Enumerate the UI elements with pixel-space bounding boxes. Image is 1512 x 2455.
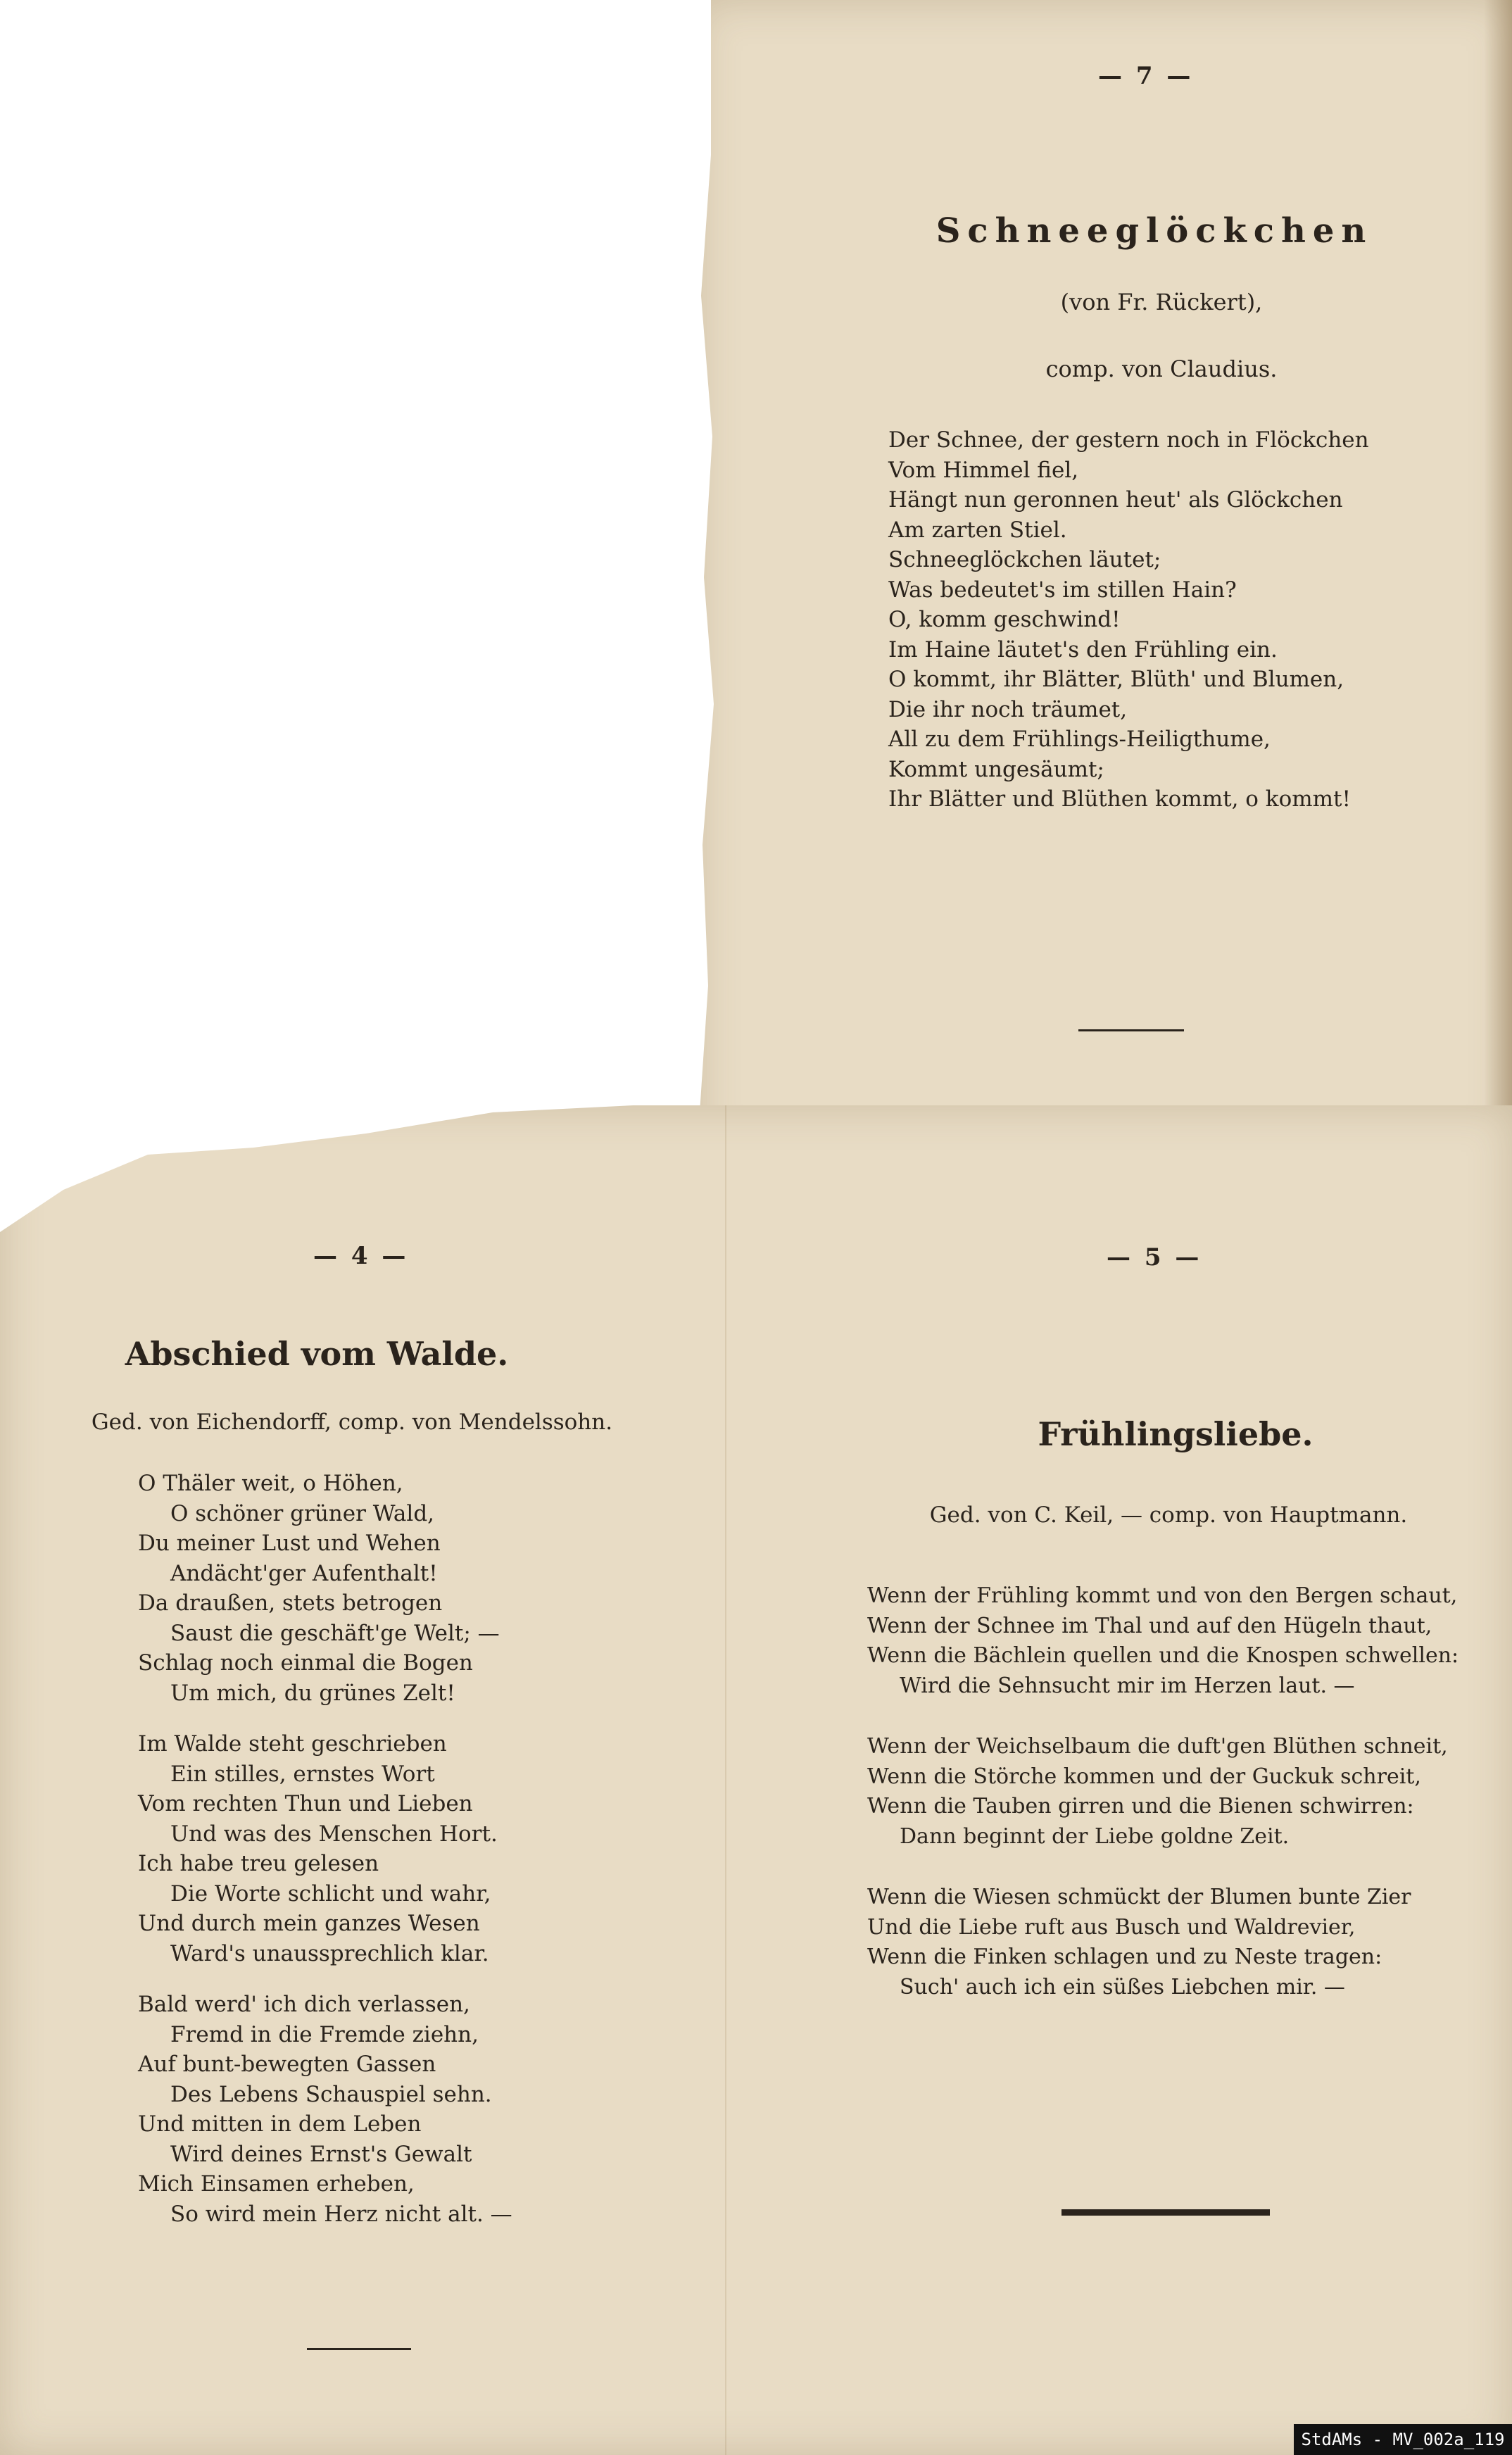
poem-line: Was bedeutet's im stillen Hain? xyxy=(888,577,1237,603)
poem-line: Vom rechten Thun und Lieben xyxy=(138,1791,473,1816)
poem-line: Wenn die Störche kommen und der Guckuk schreit, xyxy=(867,1764,1421,1789)
poem-line: Saust die geschäft'ge Welt; — xyxy=(170,1620,500,1646)
poem-line: Am zarten Stiel. xyxy=(888,517,1067,543)
poem-line: Andächt'ger Aufenthalt! xyxy=(170,1560,438,1586)
poem-line: Und mitten in dem Leben xyxy=(138,2111,422,2137)
page-number-7: — 7 — xyxy=(1098,62,1194,90)
poem-body-schneegloeckchen xyxy=(888,425,1369,815)
poem-line: Wenn der Frühling kommt und von den Bergen schaut, xyxy=(867,1583,1458,1608)
stanza-2 xyxy=(138,1729,512,1969)
poem-title-fruehlingsliebe: Frühlingsliebe. xyxy=(1038,1415,1313,1453)
poem-line: Ward's unaussprechlich klar. xyxy=(170,1940,489,1966)
poem-line: O, komm geschwind! xyxy=(888,607,1121,632)
poem-line: Die ihr noch träumet, xyxy=(888,696,1128,722)
poem-line: O schöner grüner Wald, xyxy=(170,1500,435,1526)
page-edge-shadow xyxy=(1484,0,1512,1155)
stanza-2 xyxy=(867,1732,1459,1852)
poem-line: Die Worte schlicht und wahr, xyxy=(170,1881,491,1907)
poem-author: (von Fr. Rückert), xyxy=(1060,289,1263,315)
poem-title-abschied-vom-walde: Abschied vom Walde. xyxy=(125,1335,509,1373)
poem-line: Wenn die Finken schlagen und zu Neste tragen: xyxy=(867,1945,1382,1969)
stanza-1 xyxy=(867,1581,1459,1701)
center-fold xyxy=(725,1105,726,2455)
poem-line: Und die Liebe ruft aus Busch und Waldrevier, xyxy=(867,1914,1356,1940)
poem-line: Um mich, du grünes Zelt! xyxy=(170,1680,455,1706)
end-rule-left-page xyxy=(307,2348,411,2350)
stanza-1 xyxy=(138,1469,512,1708)
poem-line: Wenn der Schnee im Thal und auf den Hügeln thaut, xyxy=(867,1613,1432,1638)
poem-line: Ein stilles, ernstes Wort xyxy=(170,1761,435,1787)
poem-composer: comp. von Claudius. xyxy=(1045,356,1278,382)
poem-line: Und was des Menschen Hort. xyxy=(170,1821,498,1847)
poem-line: All zu dem Frühlings-Heiligthume, xyxy=(888,727,1271,752)
poem-line: Schlag noch einmal die Bogen xyxy=(138,1650,473,1676)
poem-line: Und durch mein ganzes Wesen xyxy=(138,1911,480,1936)
end-rule-top-page xyxy=(1078,1029,1184,1031)
page-number-5: — 5 — xyxy=(1107,1243,1202,1272)
poem-line: Wird deines Ernst's Gewalt xyxy=(170,2141,472,2167)
poem-line: Auf bunt-bewegten Gassen xyxy=(138,2052,436,2077)
poem-body-fruehlingsliebe xyxy=(867,1581,1459,2023)
page-number-4: — 4 — xyxy=(313,1242,409,1270)
poem-line: So wird mein Herz nicht alt. — xyxy=(170,2201,512,2227)
poem-line: Mich Einsamen erheben, xyxy=(138,2171,415,2197)
poem-line: Vom Himmel fiel, xyxy=(888,457,1079,483)
stanza-3 xyxy=(867,1883,1459,2002)
poem-title-schneegloeckchen: Schneeglöckchen xyxy=(935,211,1373,251)
poem-line: Hängt nun geronnen heut' als Glöckchen xyxy=(888,487,1343,513)
stanza-3 xyxy=(138,1990,512,2229)
poem-line: Im Haine läutet's den Frühling ein. xyxy=(888,636,1278,663)
poem-line: Kommt ungesäumt; xyxy=(888,756,1104,782)
poem-line: Da draußen, stets betrogen xyxy=(138,1590,443,1616)
poem-line: Wird die Sehnsucht mir im Herzen laut. — xyxy=(900,1673,1355,1698)
poem-line: Such' auch ich ein süßes Liebchen mir. — xyxy=(900,1974,1345,1999)
poem-line: O Thäler weit, o Höhen, xyxy=(138,1471,403,1496)
poem-body-abschied xyxy=(138,1469,512,2250)
end-rule-right-page xyxy=(1061,2209,1270,2216)
poem-line: Ich habe treu gelesen xyxy=(138,1851,379,1876)
poem-byline-left: Ged. von Eichendorff, comp. von Mendelssohn. xyxy=(91,1409,613,1435)
poem-line: Wenn der Weichselbaum die duft'gen Blüthen schneit, xyxy=(867,1734,1448,1759)
poem-byline-right: Ged. von C. Keil, — comp. von Hauptmann. xyxy=(929,1502,1408,1528)
poem-line: Bald werd' ich dich verlassen, xyxy=(138,1992,470,2017)
poem-line: Wenn die Wiesen schmückt der Blumen bunte Zier xyxy=(867,1885,1411,1909)
poem-line: Schneeglöckchen läutet; xyxy=(888,547,1161,572)
poem-line: Du meiner Lust und Wehen xyxy=(138,1531,441,1556)
poem-line: Wenn die Bächlein quellen und die Knospen schwellen: xyxy=(867,1643,1459,1668)
poem-line: Im Walde steht geschrieben xyxy=(138,1731,447,1757)
poem-line: O kommt, ihr Blätter, Blüth' und Blumen, xyxy=(888,667,1344,692)
poem-line: Der Schnee, der gestern noch in Flöckchen xyxy=(888,427,1369,453)
poem-line: Des Lebens Schauspiel sehn. xyxy=(170,2081,492,2107)
poem-line: Dann beginnt der Liebe goldne Zeit. xyxy=(900,1823,1290,1849)
poem-line: Wenn die Tauben girren und die Bienen schwirren: xyxy=(867,1794,1414,1819)
poem-line: Ihr Blätter und Blüthen kommt, o kommt! xyxy=(888,786,1351,812)
poem-line: Fremd in die Fremde ziehn, xyxy=(170,2021,479,2047)
archive-label: StdAMs - MV_002a_119 xyxy=(1294,2424,1512,2455)
